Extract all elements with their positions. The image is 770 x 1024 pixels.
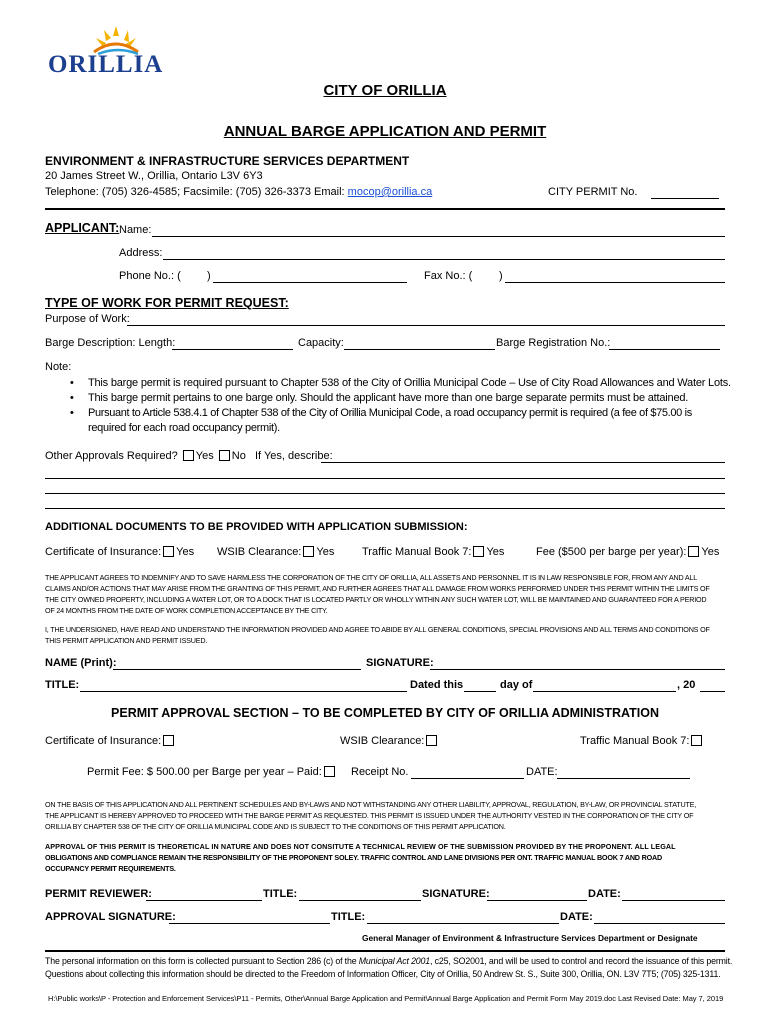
name-field[interactable] — [152, 236, 725, 237]
dated-month-field[interactable] — [533, 691, 676, 692]
work-heading: TYPE OF WORK FOR PERMIT REQUEST: — [45, 296, 289, 310]
approval-heading: PERMIT APPROVAL SECTION – TO BE COMPLETED BY CITY OF ORILLIA ADMINISTRATION — [111, 706, 659, 720]
reviewer-date-field[interactable] — [622, 900, 725, 901]
year-label: , 20 — [677, 679, 696, 691]
purpose-field[interactable] — [127, 325, 725, 326]
approval-signature-label: APPROVAL SIGNATURE: — [45, 911, 176, 923]
reviewer-title-field[interactable] — [299, 900, 421, 901]
contact-line — [45, 186, 432, 198]
name-label: Name: — [119, 224, 152, 236]
permit-fee-paid-checkbox[interactable] — [324, 766, 335, 777]
if-yes-label: If Yes, describe: — [255, 450, 333, 462]
theoretical-text: OBLIGATIONS AND COMPLIANCE REMAIN THE RESPONSIBILITY OF THE PROPONENT SOLEY. TRAFFIC CONTROL AND LANE DIVISIONS PER ONT. TRAFFIC MANUAL BOOK 7 AND ROAD — [45, 853, 662, 862]
approval-title-label: TITLE: — [331, 911, 366, 923]
yes-label: Yes — [316, 546, 335, 558]
insurance-checkbox[interactable] — [163, 546, 174, 557]
approval-insurance-row — [45, 735, 176, 747]
traffic-checkbox[interactable] — [473, 546, 484, 557]
capacity-field[interactable] — [344, 349, 495, 350]
understanding-text: THIS PERMIT APPLICATION AND PERMIT ISSUED. — [45, 636, 208, 645]
reviewer-title-label: TITLE: — [263, 888, 298, 900]
approval-date-label: DATE: — [560, 911, 593, 923]
approval-wsib-row — [340, 735, 439, 747]
approval-basis-text: ON THE BASIS OF THIS APPLICATION AND ALL PERTINENT SCHEDULES AND BY-LAWS AND NOT WITHSTANDING ANY OTHER LIABILITY, APPROVAL, REGULATION, BY-LAW, OR PROVINCIAL STATUTE, — [45, 800, 697, 809]
reviewer-signature-field[interactable] — [487, 900, 587, 901]
name-print-label: NAME (Print): — [45, 657, 117, 669]
indemnity-text: THE APPLICANT AGREES TO INDEMNIFY AND TO SAVE HARMLESS THE CORPORATION OF THE CITY OF ORILLIA, ALL ASSETS AND PERSONNEL IT IS IN LAW RESPONSIBLE FOR, FROM ANY AND ALL — [45, 573, 698, 582]
wsib-label: WSIB Clearance: — [217, 546, 302, 558]
understanding-text: I, THE UNDERSIGNED, HAVE READ AND UNDERSTAND THE INFORMATION PROVIDED AND AGREE TO ABIDE BY ALL GENERAL CONDITIONS, SPECIAL PROVISIONS AND ALL TERMS AND CONDITIONS OF — [45, 625, 710, 634]
permit-number-field[interactable] — [651, 198, 719, 199]
purpose-label: Purpose of Work: — [45, 313, 130, 325]
day-of-label: day of — [500, 679, 533, 691]
other-approvals-label: Other Approvals Required? — [45, 450, 178, 462]
no-label: No — [231, 450, 246, 462]
privacy-line — [45, 956, 732, 966]
applicant-signature-field[interactable] — [430, 669, 725, 670]
receipt-date-label: DATE: — [526, 766, 558, 778]
reviewer-signature-label: SIGNATURE: — [422, 888, 490, 900]
department-address: 20 James Street W., Orillia, Ontario L3V 6Y3 — [45, 170, 263, 182]
other-approvals-row — [45, 450, 333, 462]
name-print-field[interactable] — [113, 669, 361, 670]
applicant-title-field[interactable] — [80, 691, 407, 692]
municipal-act: Municipal Act 2001 — [358, 956, 431, 966]
approval-traffic-checkbox[interactable] — [691, 735, 702, 746]
approval-insurance-checkbox[interactable] — [163, 735, 174, 746]
describe-field[interactable] — [45, 478, 725, 479]
fax-label: Fax No.: ( — [424, 270, 473, 282]
indemnity-text: THE CITY OWNED PROPERTY, INCLUDING A WATER LOT, OR TO A DOCK THAT IS LOCATED PARTLY OR WHOLLY WITHIN ANY SUCH WATER LOT, WILL BE MAINTAINED AND GUARANTEED FOR A PERIOD — [45, 595, 707, 604]
footer-divider — [45, 950, 725, 952]
note-item: • This barge permit is required pursuant to Chapter 538 of the City of Orillia Municipal Code – Use of City Road Allowances and Water Lots. — [88, 377, 731, 389]
insurance-label: Certificate of Insurance: — [45, 546, 162, 558]
phone-close-paren: ) — [207, 270, 211, 282]
logo-wordmark: ORILLIA — [48, 51, 164, 78]
department-name: ENVIRONMENT & INFRASTRUCTURE SERVICES DEPARTMENT — [45, 154, 410, 168]
fee-checkbox[interactable] — [688, 546, 699, 557]
other-approvals-no-checkbox[interactable] — [219, 450, 230, 461]
permit-number-label: CITY PERMIT No. — [548, 186, 638, 198]
document-path: H:\Public works\P - Protection and Enforcement Services\P11 - Permits, Other\Annual Barge Application and Permit\Annual Barge Application and Permit Form May 2019.doc Last Revised Date: May 7, 2019 — [48, 994, 724, 1003]
reviewer-date-label: DATE: — [588, 888, 621, 900]
barge-length-field[interactable] — [172, 349, 293, 350]
note-item-continued: required for each road occupancy permit). — [88, 422, 280, 434]
applicant-signature-label: SIGNATURE: — [366, 657, 434, 669]
address-label: Address: — [119, 247, 163, 259]
approval-title-field[interactable] — [367, 923, 559, 924]
approval-basis-text: ORILLIA BY CHAPTER 538 OF THE CITY OF ORILLIA MUNICIPAL CODE AND IS SUBJECT TO THE CONDITIONS OF THIS PERMIT APPLICATION. — [45, 822, 506, 831]
reviewer-label: PERMIT REVIEWER: — [45, 888, 152, 900]
yes-label: Yes — [486, 546, 505, 558]
dated-this-label: Dated this — [410, 679, 464, 691]
orillia-logo — [46, 20, 194, 78]
theoretical-text: OCCUPANCY PERMIT REQUIREMENTS. — [45, 864, 176, 873]
privacy-text: The personal information on this form is collected pursuant to Section 286 (c) of the — [45, 956, 359, 966]
approval-signature-field[interactable] — [169, 923, 330, 924]
yes-label: Yes — [195, 450, 214, 462]
receipt-field[interactable] — [411, 778, 524, 779]
receipt-date-field[interactable] — [557, 778, 690, 779]
approval-wsib-label: WSIB Clearance: — [340, 735, 425, 747]
form-title: ANNUAL BARGE APPLICATION AND PERMIT — [223, 123, 547, 140]
describe-field[interactable] — [321, 462, 725, 463]
privacy-text: , c25, SO2001, and will be used to control and record the issuance of this permit. — [430, 956, 733, 966]
registration-label: Barge Registration No.: — [496, 337, 611, 349]
barge-length-label: Barge Description: Length: — [45, 337, 176, 349]
indemnity-text: CLAIMS AND/OR ACTIONS THAT MAY ARISE FROM THE GRANTING OF THIS PERMIT, AND FURTHER AGREES THAT ALL DAMAGE FROM WORKS PERFORMED UNDER THIS PERMIT WITHIN THE LIMITS OF — [45, 584, 710, 593]
applicant-heading: APPLICANT: — [45, 221, 120, 235]
yes-label: Yes — [701, 546, 720, 558]
reviewer-field[interactable] — [146, 900, 262, 901]
note-item: • Pursuant to Article 538.4.1 of Chapter 538 of the City of Orillia Municipal Code, a road occupancy permit is required (a fee of $75.00 is — [88, 407, 692, 419]
fax-field[interactable] — [505, 282, 725, 283]
header-divider — [45, 208, 725, 210]
indemnity-text: OF 24 MONTHS FROM THE DATE OF WORK COMPLETION ACCEPTANCE BY THE CITY. — [45, 606, 328, 615]
dated-year-field[interactable] — [700, 691, 725, 692]
city-heading: CITY OF ORILLIA — [323, 82, 447, 99]
note-item: • This barge permit pertains to one barge only. Should the applicant have more than one barge separate permits must be attained. — [88, 392, 688, 404]
approval-traffic-label: Traffic Manual Book 7: — [580, 735, 690, 747]
fax-close-paren: ) — [499, 270, 503, 282]
theoretical-text: APPROVAL OF THIS PERMIT IS THEORETICAL IN NATURE AND DOES NOT CONSITUTE A TECHNICAL REVIEW OF THE SUBMISSION PROVIDED BY THE PROPONENT. ALL LEGAL — [45, 842, 676, 851]
approval-traffic-row — [580, 735, 704, 747]
describe-field[interactable] — [45, 493, 725, 494]
email-link[interactable]: mocop@orillia.ca — [347, 186, 433, 198]
documents-heading: ADDITIONAL DOCUMENTS TO BE PROVIDED WITH APPLICATION SUBMISSION: — [45, 521, 468, 533]
yes-label: Yes — [176, 546, 195, 558]
wsib-row — [217, 546, 334, 558]
fee-row — [536, 546, 719, 558]
permit-fee-label: Permit Fee: $ 500.00 per Barge per year – Paid: — [87, 766, 322, 778]
registration-field[interactable] — [609, 349, 720, 350]
traffic-label: Traffic Manual Book 7: — [362, 546, 472, 558]
capacity-label: Capacity: — [298, 337, 344, 349]
fee-label: Fee ($500 per barge per year): — [536, 546, 687, 558]
wsib-checkbox[interactable] — [303, 546, 314, 557]
approval-basis-text: THE APPLICANT IS HEREBY APPROVED TO PROCEED WITH THE BARGE PERMIT AS REQUESTED. THIS PERMIT IS ISSUED UNDER THE AUTHORITY VESTED IN THE CORPORATION OF THE CITY OF — [45, 811, 694, 820]
address-field[interactable] — [163, 259, 725, 260]
traffic-row — [362, 546, 504, 558]
dated-day-field[interactable] — [464, 691, 496, 692]
applicant-title-label: TITLE: — [45, 679, 80, 691]
contact-numbers: Telephone: (705) 326-4585; Facsimile: (705) 326-3373 Email: — [45, 186, 348, 198]
gm-caption: General Manager of Environment & Infrastructure Services Department or Designate — [362, 933, 698, 943]
approval-date-field[interactable] — [594, 923, 725, 924]
permit-fee-row — [87, 766, 337, 778]
other-approvals-yes-checkbox[interactable] — [183, 450, 194, 461]
approval-insurance-label: Certificate of Insurance: — [45, 735, 162, 747]
privacy-contact: Questions about collecting this information should be directed to the Freedom of Information Officer, City of Orillia, 50 Andrew St. S., Suite 300, Orillia, ON. L3V 7T5; (705) 325-1311. — [45, 969, 721, 979]
phone-label: Phone No.: ( — [119, 270, 181, 282]
note-label: Note: — [45, 361, 72, 373]
insurance-row — [45, 546, 194, 558]
phone-field[interactable] — [213, 282, 407, 283]
receipt-label: Receipt No. — [351, 766, 409, 778]
describe-field[interactable] — [45, 508, 725, 509]
approval-wsib-checkbox[interactable] — [426, 735, 437, 746]
